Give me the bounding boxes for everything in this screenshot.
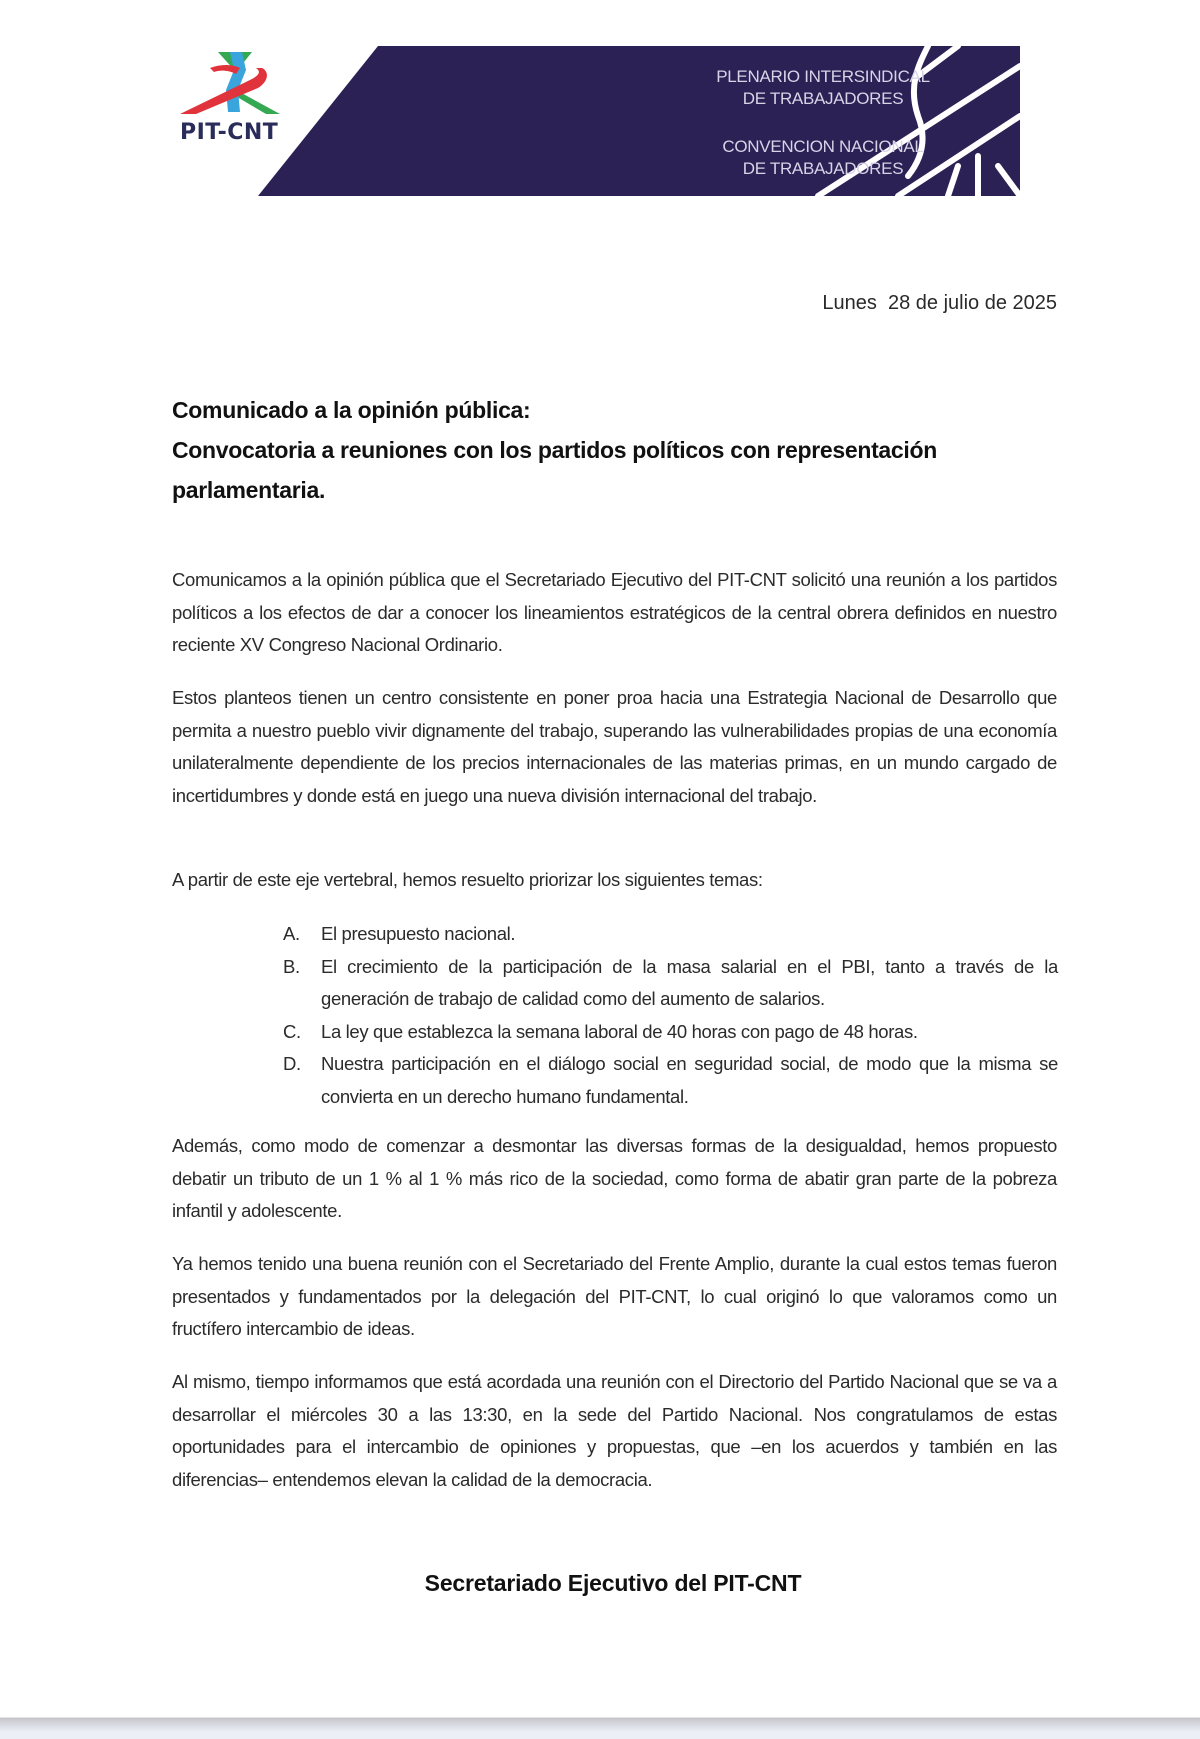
- paragraph-6: Al mismo, tiempo informamos que está acordada una reunión con el Directorio del Partido Nacional que se va a desarrollar el miércoles 30 a las 13:30, en la sede del Partido Nacional. Nos congratulamos de estas oportunidades para el intercambio de opiniones y propuestas, que –en los acuerdos y también en las diferencias– entendemos elevan la calidad de la democracia.: [172, 1371, 1057, 1490]
- banner-line: PLENARIO INTERSINDICAL: [716, 67, 930, 86]
- list-item: [283, 918, 1058, 951]
- list-item: [283, 1048, 1058, 1113]
- signature: Secretariado Ejecutivo del PIT-CNT: [424, 1570, 802, 1596]
- list-item-text: El crecimiento de la participación de la masa salarial en el PBI, tanto a través de la generación de trabajo de calidad como del aumento de salarios.: [321, 955, 1058, 1009]
- title-line-1: Comunicado a la opinión pública:: [172, 397, 531, 423]
- title-line-2: Convocatoria a reuniones con los partidos políticos con representación parlamentaria.: [172, 437, 937, 503]
- list-item-text: La ley que establezca la semana laboral de 40 horas con pago de 48 horas.: [321, 1020, 918, 1042]
- paragraph-5: Ya hemos tenido una buena reunión con el Secretariado del Frente Amplio, durante la cual estos temas fueron presentados y fundamentados por la delegación del PIT-CNT, lo cual originó lo que valoramos como un fructífero intercambio de ideas.: [172, 1253, 1057, 1339]
- paragraph-4: Además, como modo de comenzar a desmontar las diversas formas de la desigualdad, hemos propuesto debatir un tributo de un 1 % al 1 % más rico de la sociedad, como forma de abatir gran parte de la pobreza infantil y adolescente.: [172, 1135, 1057, 1221]
- document-title: [172, 390, 1062, 510]
- list-item: [283, 951, 1058, 1016]
- list-item-text: Nuestra participación en el diálogo social en seguridad social, de modo que la misma se convierta en un derecho humano fundamental.: [321, 1053, 1058, 1107]
- list-marker: A.: [283, 923, 300, 944]
- logo-text: PIT-CNT: [180, 120, 279, 145]
- list-item-text: El presupuesto nacional.: [321, 923, 516, 944]
- banner-line: DE TRABAJADORES: [742, 89, 904, 108]
- banner-line: DE TRABAJADORES: [742, 159, 904, 178]
- paragraph-3: A partir de este eje vertebral, hemos resuelto priorizar los siguientes temas:: [172, 869, 763, 890]
- date: Lunes 28 de julio de 2025: [822, 292, 1057, 314]
- banner-convencion: [698, 136, 948, 180]
- priority-list: [283, 918, 1058, 1113]
- paragraph-1: Comunicamos a la opinión pública que el Secretariado Ejecutivo del PIT-CNT solicitó una reunión a los partidos políticos a los efectos de dar a conocer los lineamientos estratégicos de la central obrera definidos en nuestro reciente XV Congreso Nacional Ordinario.: [172, 569, 1057, 655]
- list-item: [283, 1016, 1058, 1049]
- list-marker: D.: [283, 1053, 301, 1074]
- banner: [258, 46, 1020, 196]
- viewer-bottom-edge: [0, 1717, 1200, 1739]
- banner-line: CONVENCION NACIONAL: [722, 137, 924, 156]
- letterhead: [170, 42, 1020, 197]
- list-marker: C.: [283, 1020, 301, 1042]
- paragraph-2: Estos planteos tienen un centro consistente en poner proa hacia una Estrategia Nacional de Desarrollo que permita a nuestro pueblo vivir dignamente del trabajo, superando las vulnerabilidades propias de una economía unilateralmente dependiente de los precios internacionales de las materias primas, en un mundo cargado de incertidumbres y donde está en juego una nueva división internacional del trabajo.: [172, 687, 1057, 806]
- list-marker: B.: [283, 955, 300, 977]
- banner-plenario: [698, 66, 948, 110]
